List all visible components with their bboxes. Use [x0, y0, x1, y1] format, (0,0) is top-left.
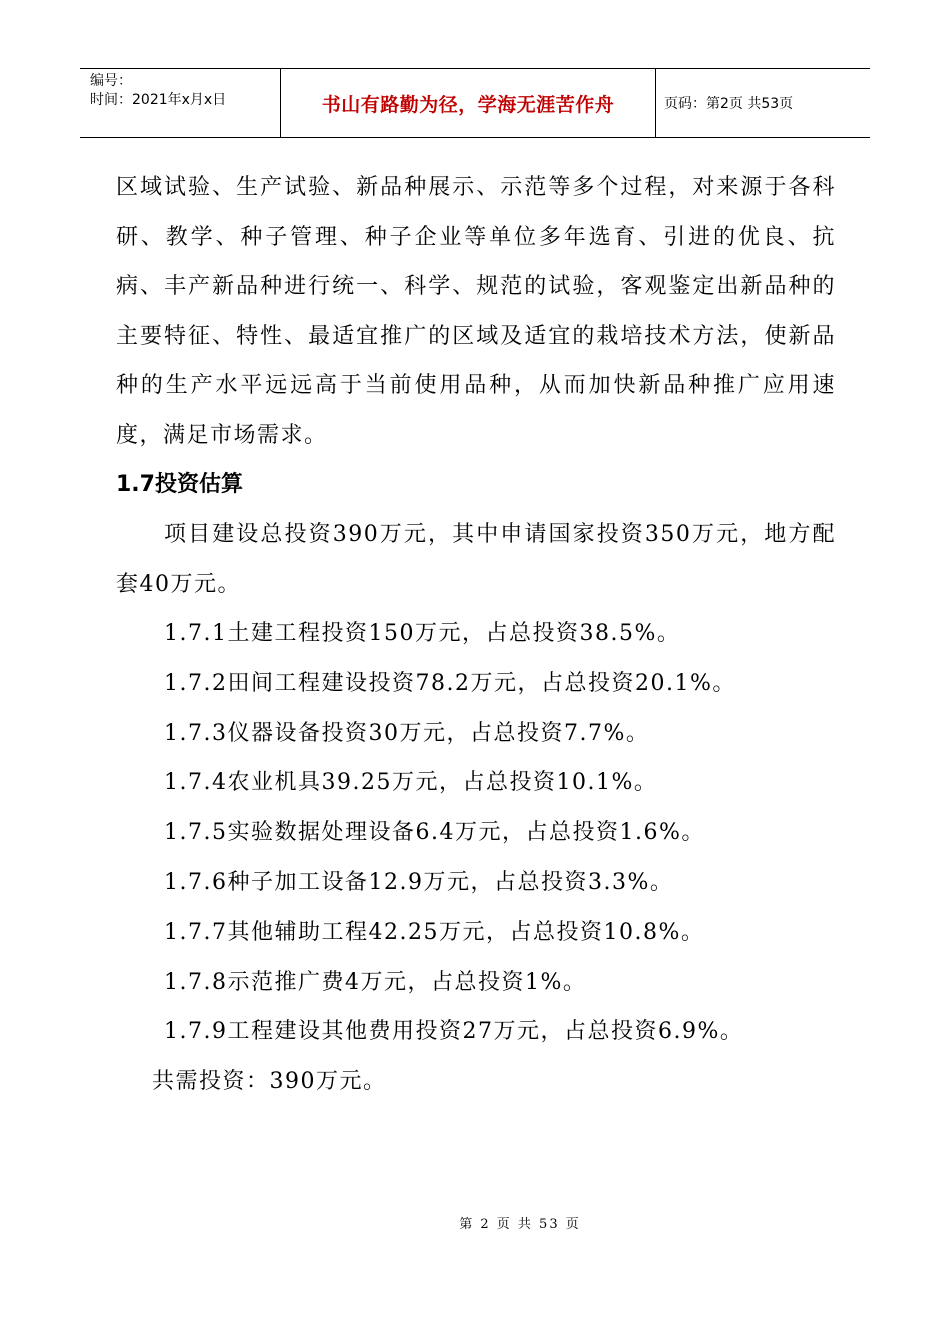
section-heading: 1.7投资估算: [116, 472, 243, 497]
document-body: [116, 163, 836, 1107]
investment-item: 1.7.8示范推广费4万元，占总投资1%。: [164, 969, 587, 995]
investment-item: 1.7.5实验数据处理设备6.4万元，占总投资1.6%。: [164, 820, 705, 846]
investment-item: 1.7.1土建工程投资150万元，占总投资38.5%。: [164, 621, 681, 646]
intro-paragraph: 区域试验、生产试验、新品种展示、示范等多个过程，对来源于各科研、教学、种子管理、种子企业等单位多年选育、引进的优良、抗病、丰产新品种进行统一、科学、规范的试验，客观鉴定出新品种的主要特征、特性、最适宜推广的区域及适宜的栽培技术方法，使新品种的生产水平远远高于当前使用品种，从而加快新品种推广应用速度，满足市场需求。: [116, 175, 836, 448]
header-time-label: 时间：2021年x月x日: [90, 92, 227, 108]
header-meta: [80, 69, 281, 137]
investment-item: 1.7.3仪器设备投资30万元，占总投资7.7%。: [164, 720, 650, 746]
investment-item: 1.7.9工程建设其他费用投资27万元，占总投资6.9%。: [164, 1019, 744, 1045]
header-page-info: 页码：第2页 共53页: [664, 96, 794, 112]
investment-item: 1.7.4农业机具39.25万元，占总投资10.1%。: [164, 770, 658, 796]
total-investment: 共需投资：390万元。: [152, 1069, 387, 1095]
investment-item: 1.7.2田间工程建设投资78.2万元，占总投资20.1%。: [164, 670, 736, 696]
document-header: [80, 68, 870, 138]
investment-item: 1.7.7其他辅助工程42.25万元，占总投资10.8%。: [164, 919, 705, 945]
header-motto: 书山有路勤为径，学海无涯苦作舟: [281, 69, 656, 137]
investment-paragraph: 项目建设总投资390万元，其中申请国家投资350万元，地方配套40万元。: [116, 522, 836, 597]
investment-item-list: [116, 609, 836, 1057]
page-footer: 第 2 页 共 53 页: [459, 1217, 581, 1232]
investment-item: 1.7.6种子加工设备12.9万元，占总投资3.3%。: [164, 869, 674, 895]
header-number-label: 编号：: [90, 73, 132, 89]
